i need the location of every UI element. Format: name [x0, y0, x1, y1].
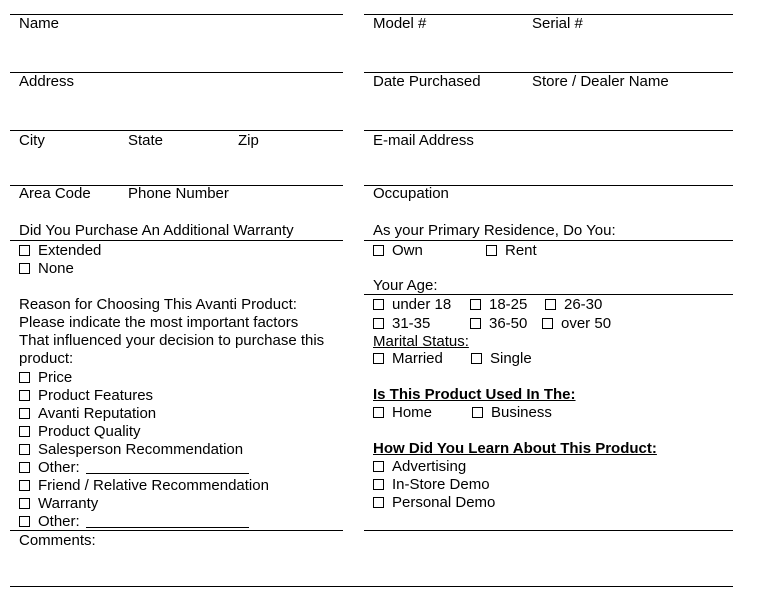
- checkbox[interactable]: [373, 353, 384, 364]
- checkbox[interactable]: [545, 299, 556, 310]
- checkbox[interactable]: [373, 497, 384, 508]
- checkbox[interactable]: [486, 245, 497, 256]
- model-label: Model #: [373, 15, 427, 32]
- checkbox[interactable]: [19, 408, 30, 419]
- reason-option[interactable]: Product Features: [19, 387, 153, 405]
- checkbox[interactable]: [373, 461, 384, 472]
- residence-option[interactable]: Own: [373, 242, 423, 260]
- zip-label: Zip: [238, 132, 259, 149]
- checkbox[interactable]: [472, 407, 483, 418]
- used-option[interactable]: Business: [472, 404, 552, 422]
- date-purchased-label: Date Purchased: [373, 73, 481, 90]
- reason-option[interactable]: Avanti Reputation: [19, 405, 156, 423]
- warranty-option[interactable]: Extended: [19, 242, 101, 260]
- product-used-heading: Is This Product Used In The:: [373, 386, 576, 403]
- rule: [10, 240, 343, 241]
- learn-option[interactable]: In-Store Demo: [373, 476, 490, 494]
- checkbox[interactable]: [19, 462, 30, 473]
- reason-text: Please indicate the most important factors: [19, 314, 299, 331]
- checkbox[interactable]: [373, 245, 384, 256]
- learn-option[interactable]: Advertising: [373, 458, 466, 476]
- reason-text: product:: [19, 350, 74, 367]
- city-label: City: [19, 132, 45, 149]
- checkbox[interactable]: [19, 372, 30, 383]
- rule: [10, 586, 733, 587]
- learn-heading: How Did You Learn About This Product:: [373, 440, 657, 457]
- used-option[interactable]: Home: [373, 404, 432, 422]
- store-dealer-label: Store / Dealer Name: [532, 73, 669, 90]
- occupation-label: Occupation: [373, 185, 449, 202]
- other-blank[interactable]: [86, 527, 249, 528]
- other-blank[interactable]: [86, 473, 249, 474]
- age-label: Your Age:: [373, 277, 438, 294]
- age-option[interactable]: 36-50: [470, 315, 527, 333]
- checkbox[interactable]: [542, 318, 553, 329]
- name-label: Name: [19, 15, 60, 32]
- checkbox[interactable]: [19, 263, 30, 274]
- phone-label: Phone Number: [128, 185, 229, 202]
- serial-label: Serial #: [532, 15, 583, 32]
- checkbox[interactable]: [373, 479, 384, 490]
- reason-option[interactable]: Other:: [19, 513, 249, 531]
- rule: [364, 240, 733, 241]
- checkbox[interactable]: [373, 407, 384, 418]
- checkbox[interactable]: [373, 299, 384, 310]
- age-option[interactable]: 26-30: [545, 296, 602, 314]
- checkbox[interactable]: [19, 516, 30, 527]
- reason-text: That influenced your decision to purchase this: [19, 332, 325, 349]
- checkbox[interactable]: [19, 426, 30, 437]
- age-option[interactable]: over 50: [542, 315, 611, 333]
- email-label: E-mail Address: [373, 132, 474, 149]
- marital-option[interactable]: Single: [471, 350, 532, 368]
- age-option[interactable]: 31-35: [373, 315, 430, 333]
- age-option[interactable]: under 18: [373, 296, 451, 314]
- warranty-question: Did You Purchase An Additional Warranty: [19, 222, 294, 239]
- reason-option[interactable]: Other:: [19, 459, 249, 477]
- checkbox[interactable]: [19, 390, 30, 401]
- comments-label: Comments:: [19, 532, 96, 549]
- residence-question: As your Primary Residence, Do You:: [373, 222, 616, 239]
- checkbox[interactable]: [19, 444, 30, 455]
- marital-status-label: Marital Status:: [373, 333, 469, 350]
- checkbox[interactable]: [19, 480, 30, 491]
- age-option[interactable]: 18-25: [470, 296, 527, 314]
- address-label: Address: [19, 73, 75, 90]
- checkbox[interactable]: [19, 498, 30, 509]
- reason-option[interactable]: Price: [19, 369, 72, 387]
- marital-option[interactable]: Married: [373, 350, 443, 368]
- checkbox[interactable]: [373, 318, 384, 329]
- reason-option[interactable]: Product Quality: [19, 423, 141, 441]
- checkbox[interactable]: [19, 245, 30, 256]
- reason-option[interactable]: Friend / Relative Recommendation: [19, 477, 269, 495]
- reason-option[interactable]: Salesperson Recommendation: [19, 441, 243, 459]
- learn-option[interactable]: Personal Demo: [373, 494, 495, 512]
- reason-text: Reason for Choosing This Avanti Product:: [19, 296, 297, 313]
- residence-option[interactable]: Rent: [486, 242, 537, 260]
- state-label: State: [128, 132, 164, 149]
- area-code-label: Area Code: [19, 185, 91, 202]
- rule: [364, 130, 733, 131]
- checkbox[interactable]: [470, 299, 481, 310]
- rule: [364, 530, 733, 531]
- checkbox[interactable]: [471, 353, 482, 364]
- rule: [10, 130, 343, 131]
- rule: [10, 14, 343, 15]
- checkbox[interactable]: [470, 318, 481, 329]
- reason-option[interactable]: Warranty: [19, 495, 98, 513]
- warranty-option[interactable]: None: [19, 260, 74, 278]
